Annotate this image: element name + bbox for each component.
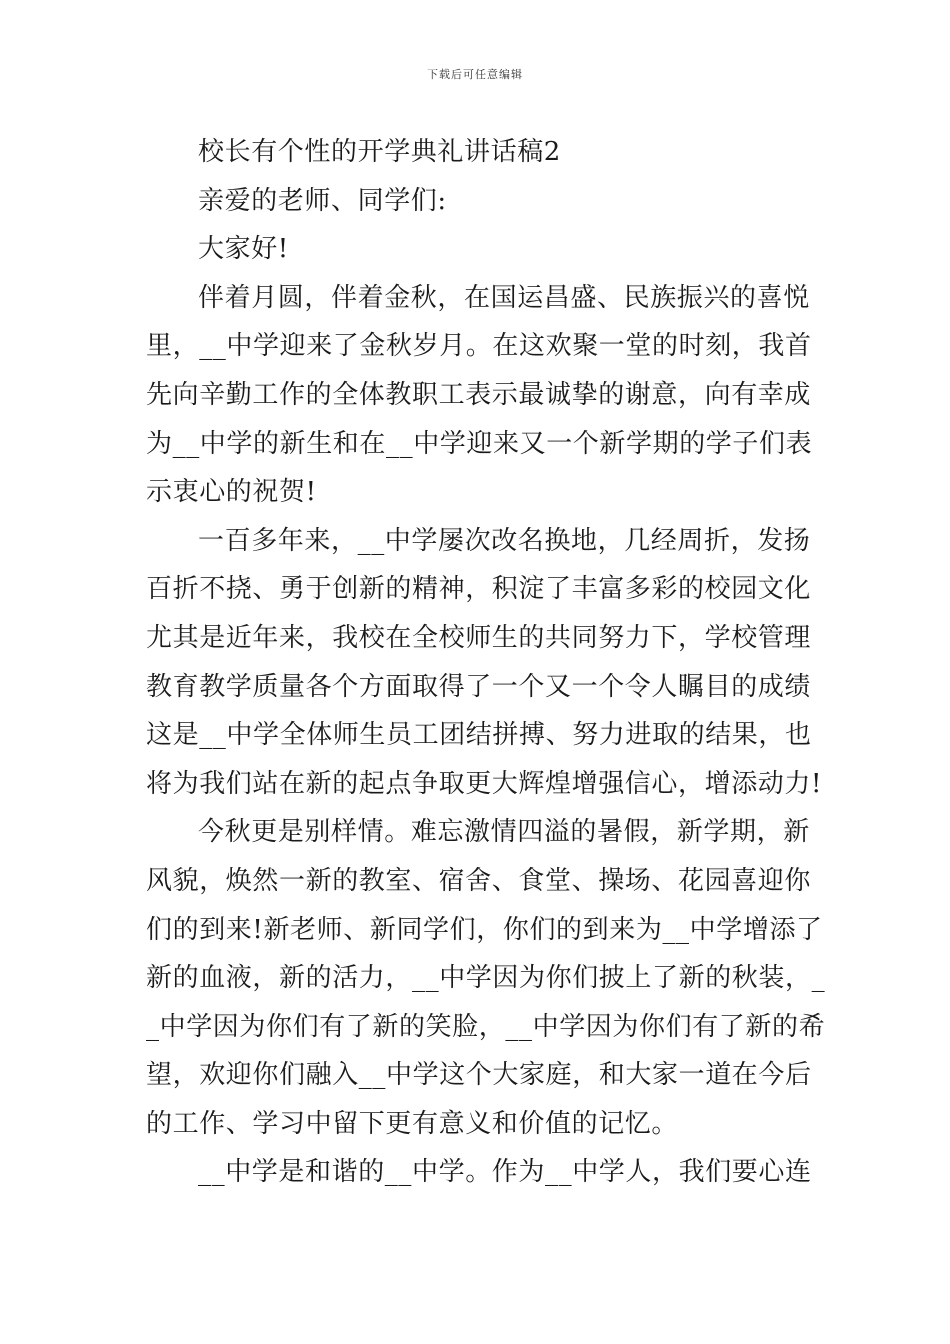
paragraph-3-line-6: 望，欢迎你们融入__中学这个大家庭，和大家一道在今后 (146, 1060, 812, 1091)
salutation-line: 亲爱的老师、同学们: (198, 185, 447, 216)
paragraph-3-line-4: 新的血液，新的活力，__中学因为你们披上了新的秋装，_ (146, 963, 826, 994)
paragraph-3-line-5: _中学因为你们有了新的笑脸，__中学因为你们有了新的希 (146, 1011, 826, 1042)
paragraph-1-line-5: 示衷心的祝贺! (146, 477, 317, 508)
paragraph-1-line-4: 为__中学的新生和在__中学迎来又一个新学期的学子们表 (146, 428, 813, 459)
paragraph-2-line-6: 将为我们站在新的起点争取更大辉煌增强信心，增添动力! (146, 768, 823, 799)
paragraph-1-line-1: 伴着月圆，伴着金秋，在国运昌盛、民族振兴的喜悦 (198, 282, 810, 313)
paragraph-3-line-3: 们的到来!新老师、新同学们，你们的到来为__中学增添了 (146, 914, 823, 945)
paragraph-4-line-1: __中学是和谐的__中学。作为__中学人，我们要心连 (198, 1157, 812, 1188)
paragraph-2-line-2: 百折不挠、勇于创新的精神，积淀了丰富多彩的校园文化 (146, 574, 812, 605)
greeting-line: 大家好! (198, 234, 289, 265)
paragraph-3-line-1: 今秋更是别样情。难忘激情四溢的暑假，新学期，新 (198, 817, 810, 848)
paragraph-2-line-5: 这是__中学全体师生员工团结拼搏、努力进取的结果，也 (146, 720, 812, 751)
paragraph-2-line-4: 教育教学质量各个方面取得了一个又一个令人瞩目的成绩 (146, 671, 812, 702)
document-body (146, 128, 826, 1197)
document-title: 校长有个性的开学典礼讲话稿2 (198, 137, 561, 167)
paragraph-3-line-7: 的工作、学习中留下更有意义和价值的记忆。 (146, 1108, 679, 1139)
page-header-note: 下载后可任意编辑 (427, 68, 523, 81)
paragraph-2-line-1: 一百多年来，__中学屡次改名换地，几经周折，发扬 (198, 525, 811, 556)
paragraph-3-line-2: 风貌，焕然一新的教室、宿舍、食堂、操场、花园喜迎你 (146, 865, 812, 896)
paragraph-1-line-2: 里，__中学迎来了金秋岁月。在这欢聚一堂的时刻，我首 (146, 331, 812, 362)
paragraph-1-line-3: 先向辛勤工作的全体教职工表示最诚挚的谢意，向有幸成 (146, 379, 812, 410)
paragraph-2-line-3: 尤其是近年来，我校在全校师生的共同努力下，学校管理 (146, 622, 812, 653)
